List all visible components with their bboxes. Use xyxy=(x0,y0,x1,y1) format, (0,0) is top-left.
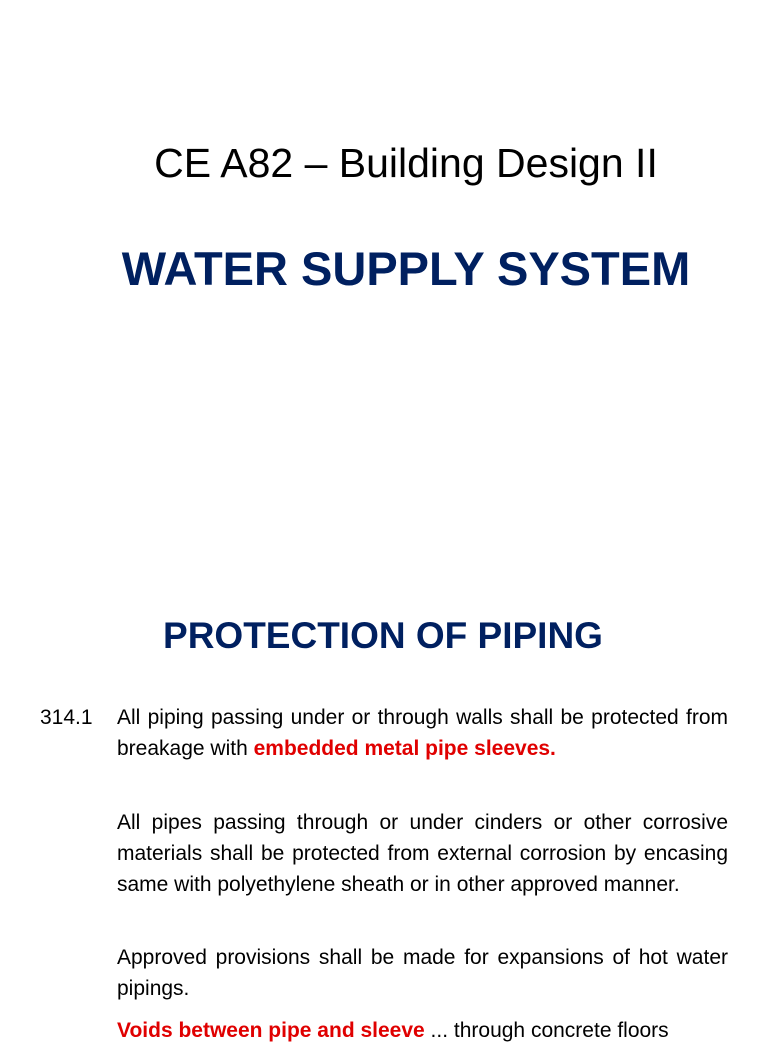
paragraph-corrosion-protection xyxy=(117,807,728,900)
paragraph-text: Approved provisions shall be made for expansions of hot water pipings. xyxy=(117,946,728,1000)
paragraph-voids-cut-off xyxy=(117,1015,728,1046)
paragraph-hot-water-expansion xyxy=(117,942,728,1004)
main-title: WATER SUPPLY SYSTEM xyxy=(121,242,691,295)
highlighted-text: Voids between pipe and sleeve xyxy=(117,1019,425,1042)
section-number: 314.1 xyxy=(40,706,93,729)
section-heading: PROTECTION OF PIPING xyxy=(163,615,603,656)
paragraph-text: ... through concrete floors xyxy=(424,1019,669,1042)
paragraph-pipe-sleeves xyxy=(117,702,728,764)
paragraph-text: All piping passing under or through walls shall be protected from breakage with xyxy=(117,706,728,760)
highlighted-text: embedded metal pipe sleeves. xyxy=(253,737,556,760)
paragraph-text: All pipes passing through or under cinders or other corrosive materials shall be protected from external corrosion by encasing same with polyethylene sheath or in other approved manner. xyxy=(117,811,728,896)
course-title: CE A82 – Building Design II xyxy=(154,140,658,186)
